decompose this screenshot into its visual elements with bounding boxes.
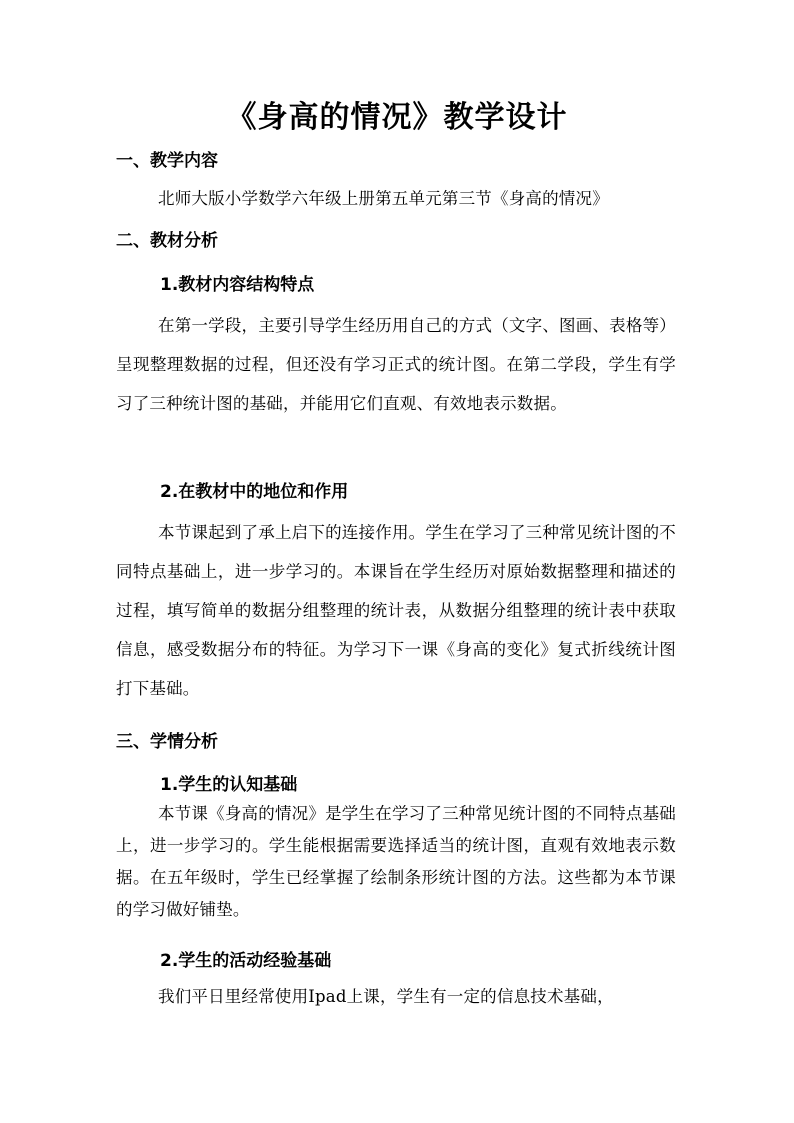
page-title: 《身高的情况》教学设计 bbox=[226, 100, 568, 135]
subsection-heading-cognitive-basis: 1.学生的认知基础 bbox=[160, 775, 298, 795]
teaching-content-paragraph: 北师大版小学数学六年级上册第五单元第三节《身高的情况》 bbox=[158, 189, 609, 208]
subsection-heading-content-structure: 1.教材内容结构特点 bbox=[160, 275, 315, 295]
section-heading-teaching-content: 一、教学内容 bbox=[116, 151, 218, 171]
subsection-heading-activity-experience: 2.学生的活动经验基础 bbox=[160, 951, 332, 971]
section-heading-textbook-analysis: 二、教材分析 bbox=[116, 231, 218, 251]
position-role-paragraph: 本节课起到了承上启下的连接作用。学生在学习了三种常见统计图的不同特点基础上，进一步学习的。本课旨在学生经历对原始数据整理和描述的过程，填写简单的数据分组整理的统计表，从数据分组整理的统计表中获取信息，感受数据分布的特征。为学习下一课《身高的变化》复式折线统计图打下基础。 bbox=[116, 523, 676, 698]
activity-experience-paragraph: 我们平日里经常使用Ipad上课，学生有一定的信息技术基础， bbox=[158, 987, 614, 1006]
content-structure-paragraph: 在第一学段，主要引导学生经历用自己的方式（文字、图画、表格等）呈现整理数据的过程，但还没有学习正式的统计图。在第二学段，学生有学习了三种统计图的基础，并能用它们直观、有效地表示数据。 bbox=[116, 316, 676, 413]
subsection-heading-position-role: 2.在教材中的地位和作用 bbox=[160, 482, 349, 502]
section-heading-student-analysis: 三、学情分析 bbox=[116, 732, 218, 752]
cognitive-basis-paragraph: 本节课《身高的情况》是学生在学习了三种常见统计图的不同特点基础上，进一步学习的。学生能根据需要选择适当的统计图，直观有效地表示数据。在五年级时，学生已经掌握了绘制条形统计图的方法。这些都为本节课的学习做好铺垫。 bbox=[116, 804, 676, 919]
